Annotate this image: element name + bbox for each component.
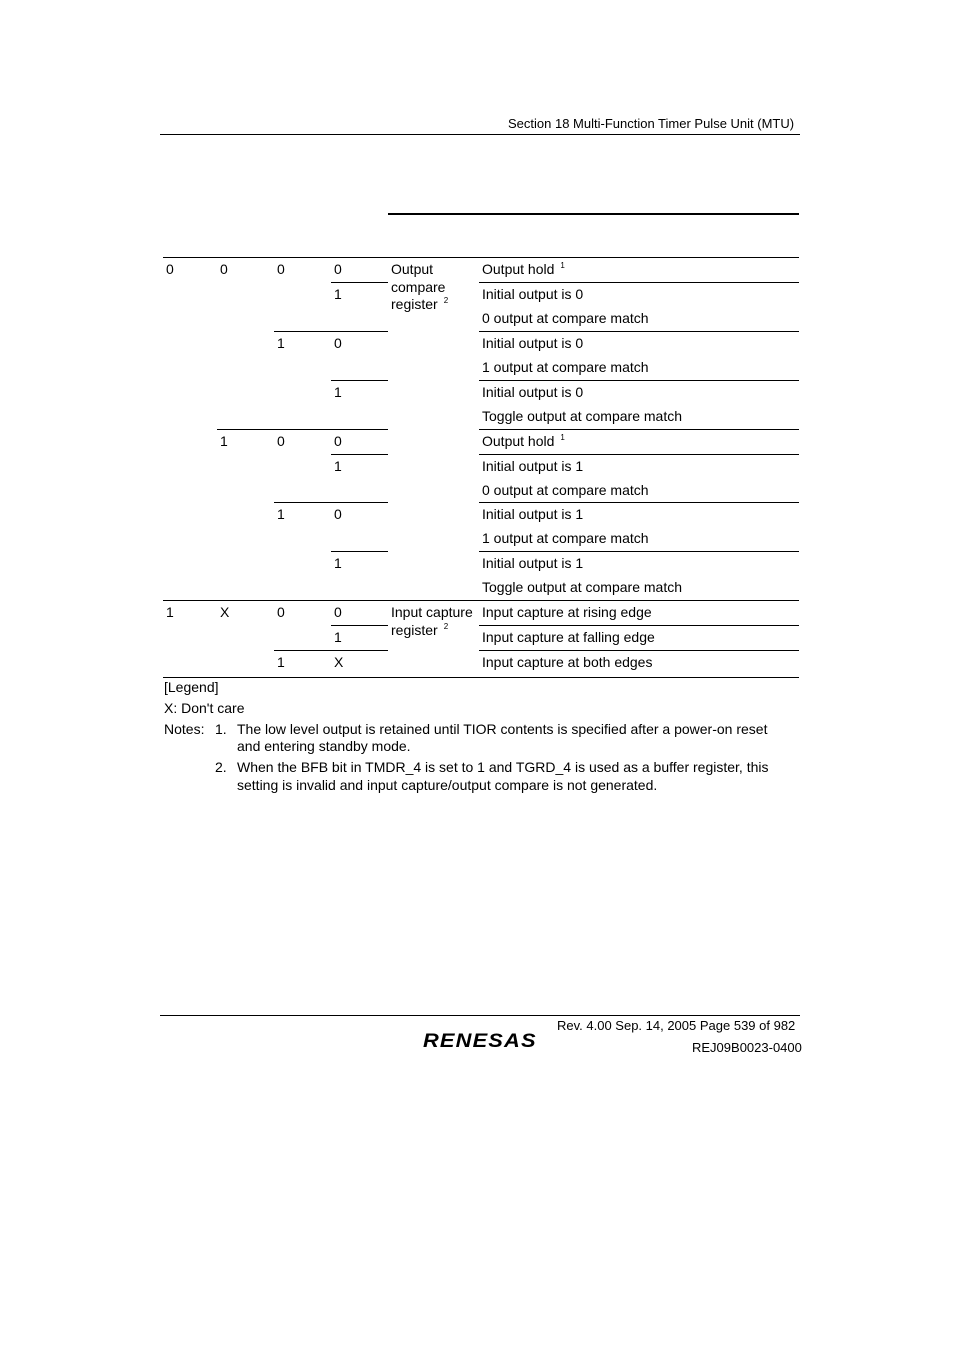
table-rule: [274, 650, 388, 651]
description-line: Initial output is 0: [482, 335, 584, 351]
footer-divider: [160, 1015, 800, 1016]
table-rule: [479, 454, 799, 455]
note-1-text-line1: The low level output is retained until TIOR contents is specified after a power-on reset: [237, 721, 768, 737]
bit-cell-c3: 1: [277, 506, 285, 522]
note-1-text-line2: and entering standby mode.: [237, 738, 411, 754]
footnote-ref: 1: [560, 433, 565, 442]
table-rule: [331, 551, 388, 552]
legend-title: [Legend]: [164, 679, 219, 695]
table-rule: [163, 257, 799, 258]
bit-cell-c1: 0: [166, 261, 174, 277]
description-line: Output hold $^1$: [482, 261, 565, 277]
table-rule: [274, 331, 388, 332]
description-line: Input capture at rising edge: [482, 604, 652, 620]
function-output-compare-line: register $^2$: [391, 296, 449, 312]
description-line: Initial output is 0: [482, 384, 584, 400]
page-header-section: Section 18 Multi-Function Timer Pulse Unit (MTU): [508, 116, 795, 131]
footnote-ref: 2: [443, 622, 449, 631]
footer-document-code: REJ09B0023-0400: [692, 1040, 802, 1055]
footnote-ref: 2: [443, 296, 449, 305]
bit-cell-c3: 0: [277, 261, 285, 277]
bit-cell-c3: 0: [277, 604, 285, 620]
bit-cell-c4: 0: [334, 433, 342, 449]
bit-cell-c3: 0: [277, 433, 285, 449]
description-line: Initial output is 1: [482, 506, 584, 522]
description-line: Toggle output at compare match: [482, 579, 683, 595]
bit-cell-c4: 1: [334, 458, 342, 474]
footer-revision: Rev. 4.00 Sep. 14, 2005 Page 539 of 982: [557, 1018, 796, 1033]
table-rule: [163, 600, 799, 601]
table-rule: [479, 502, 799, 503]
table-rule: [479, 650, 799, 651]
description-line: 1 output at compare match: [482, 530, 649, 546]
description-line: 1 output at compare match: [482, 359, 649, 375]
description-line: Initial output is 1: [482, 458, 584, 474]
table-rule: [479, 429, 799, 430]
table-rule: [479, 551, 799, 552]
description-line: Initial output is 0: [482, 286, 584, 302]
bit-cell-c4: 0: [334, 261, 342, 277]
bit-cell-c4: 1: [334, 286, 342, 302]
function-output-compare-line: Output: [391, 261, 434, 277]
table-rule: [331, 625, 388, 626]
bit-cell-c1: 1: [166, 604, 174, 620]
note-2-text-line1: When the BFB bit in TMDR_4 is set to 1 and TGRD_4 is used as a buffer register, this: [237, 759, 769, 775]
footnote-ref: 1: [560, 261, 565, 270]
table-rule: [479, 625, 799, 626]
description-line: Initial output is 1: [482, 555, 584, 571]
bit-cell-c4: 0: [334, 335, 342, 351]
description-line: Input capture at falling edge: [482, 629, 655, 645]
bit-cell-c2: 0: [220, 261, 228, 277]
note-2-num: 2.: [215, 759, 227, 775]
header-divider: [160, 134, 800, 135]
table-bottom-rule: [163, 677, 799, 678]
bit-cell-c2: 1: [220, 433, 228, 449]
bit-cell-c4: 1: [334, 555, 342, 571]
description-line: Input capture at both edges: [482, 654, 653, 670]
bit-cell-c3: 1: [277, 654, 285, 670]
table-rule: [274, 502, 388, 503]
description-line: 0 output at compare match: [482, 310, 649, 326]
function-input-capture-line: register $^2$: [391, 622, 449, 638]
bit-cell-c4: 1: [334, 629, 342, 645]
table-rule: [479, 282, 799, 283]
notes-label: Notes:: [164, 721, 205, 737]
legend-x: X: Don't care: [164, 700, 245, 716]
table-rule: [331, 380, 388, 381]
table-rule: [331, 454, 388, 455]
bit-cell-c4: 0: [334, 506, 342, 522]
function-input-capture-line: Input capture: [391, 604, 473, 620]
description-line: Toggle output at compare match: [482, 408, 683, 424]
note-1-num: 1.: [215, 721, 227, 737]
bit-cell-c3: 1: [277, 335, 285, 351]
description-line: 0 output at compare match: [482, 482, 649, 498]
table-rule: [479, 331, 799, 332]
table-rule: [217, 429, 388, 430]
bit-cell-c4: X: [334, 654, 344, 670]
function-output-compare-line: compare: [391, 278, 446, 295]
bit-cell-c4: 0: [334, 604, 342, 620]
table-top-rule: [388, 213, 799, 215]
note-2-text-line2: setting is invalid and input capture/output compare is not generated.: [237, 777, 658, 793]
table-rule: [331, 282, 388, 283]
description-line: Output hold $^1$: [482, 433, 565, 449]
bit-cell-c4: 1: [334, 384, 342, 400]
bit-cell-c2: X: [220, 604, 230, 620]
renesas-logo: RENESAS: [423, 1031, 537, 1052]
table-rule: [479, 380, 799, 381]
